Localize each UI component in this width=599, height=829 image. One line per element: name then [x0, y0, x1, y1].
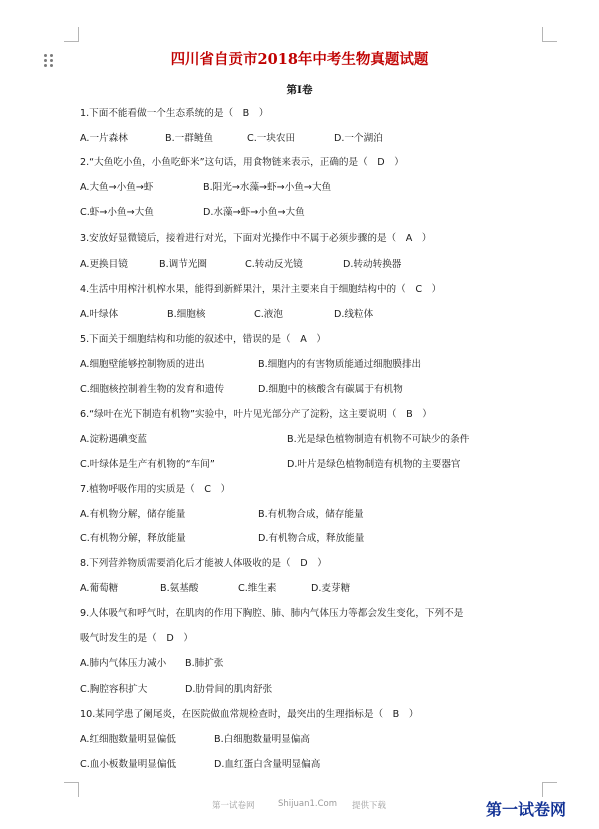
option-d: D.叶片是绿色植物制造有机物的主要器官: [287, 459, 461, 470]
footer-note: 提供下载: [352, 801, 387, 811]
crop-mark-top-left: [64, 27, 79, 42]
option-d: D.水藻→虾→小鱼→大鱼: [203, 207, 305, 218]
question-stem: 10.某同学患了阑尾炎，在医院做血常规检查时，最突出的生理指标是（ B ）: [80, 709, 419, 720]
option-a: A.叶绿体: [80, 309, 119, 320]
option-c: C.叶绿体是生产有机物的“车间”: [80, 459, 215, 470]
option-b: B.细胞核: [167, 309, 206, 320]
option-a: A.淀粉遇碘变蓝: [80, 434, 148, 445]
document-title: 四川省自贡市2018年中考生物真题试题: [170, 51, 429, 68]
option-d: D.线粒体: [334, 309, 374, 320]
option-a: A.更换目镜: [80, 259, 128, 270]
option-d: D.肋骨间的肌肉舒张: [185, 684, 273, 695]
question-stem: 1.下面不能看做一个生态系统的是（ B ）: [80, 108, 269, 119]
question-stem: 7.植物呼吸作用的实质是（ C ）: [80, 484, 231, 495]
option-c: C.细胞核控制着生物的发育和遗传: [80, 384, 225, 395]
option-c: C.液泡: [254, 309, 283, 320]
option-b: B.肺扩张: [185, 658, 224, 669]
option-a: A.有机物分解，储存能量: [80, 509, 186, 520]
question-stem: 5.下面关于细胞结构和功能的叙述中，错误的是（ A ）: [80, 334, 326, 345]
option-b: B.有机物合成，储存能量: [258, 509, 364, 520]
question-stem-continued: 吸气时发生的是（ D ）: [80, 633, 193, 644]
question-stem: 2.“大鱼吃小鱼，小鱼吃虾米”这句话，用食物链来表示，正确的是（ D ）: [80, 157, 404, 168]
option-b: B.氨基酸: [160, 583, 199, 594]
question-stem: 3.安放好显微镜后，接着进行对光，下面对光操作中不属于必须步骤的是（ A ）: [80, 233, 432, 244]
question-stem: 8.下列营养物质需要消化后才能被人体吸收的是（ D ）: [80, 558, 327, 569]
option-c: C.转动反光镜: [245, 259, 303, 270]
option-c: C.胸腔容积扩大: [80, 684, 148, 695]
option-b: B.光是绿色植物制造有机物不可缺少的条件: [287, 434, 470, 445]
footer-site-name: 第一试卷网: [212, 801, 255, 811]
option-d: D.一个湖泊: [334, 133, 383, 144]
option-d: D.血红蛋白含量明显偏高: [214, 759, 321, 770]
question-stem: 6.“绿叶在光下制造有机物”实验中，叶片见光部分产了淀粉，这主要说明（ B ）: [80, 409, 432, 420]
option-c: C.虾→小鱼→大鱼: [80, 207, 154, 218]
option-a: A.细胞壁能够控制物质的进出: [80, 359, 205, 370]
question-stem: 4.生活中用榨汁机榨水果，能得到新鲜果汁，果汁主要来自于细胞结构中的（ C ）: [80, 284, 442, 295]
option-b: B.细胞内的有害物质能通过细胞膜排出: [258, 359, 422, 370]
footer-site-url: Shijuan1.Com: [278, 799, 338, 809]
option-a: A.肺内气体压力减小: [80, 658, 167, 669]
option-b: B.阳光→水藻→虾→小鱼→大鱼: [203, 182, 332, 193]
crop-mark-bottom-left: [64, 782, 79, 797]
watermark-logo: 第一试卷网: [486, 800, 567, 819]
option-d: D.转动转换器: [343, 259, 402, 270]
option-d: D.麦芽糖: [311, 583, 351, 594]
option-d: D.细胞中的核酸含有碳属于有机物: [258, 384, 403, 395]
option-c: C.一块农田: [247, 133, 296, 144]
option-a: A.红细胞数量明显偏低: [80, 734, 176, 745]
section-heading: 第Ⅰ卷: [286, 84, 313, 96]
option-b: B.调节光圈: [159, 259, 208, 270]
option-c: C.血小板数量明显偏低: [80, 759, 177, 770]
option-c: C.有机物分解，释放能量: [80, 533, 186, 544]
question-stem: 9.人体吸气和呼气时，在肌肉的作用下胸腔、肺、肺内气体压力等都会发生变化，下列不是: [80, 608, 464, 619]
crop-mark-bottom-right: [542, 782, 557, 797]
option-b: B.一群鲢鱼: [165, 133, 214, 144]
option-b: B.白细胞数量明显偏高: [214, 734, 310, 745]
option-a: A.一片森林: [80, 133, 128, 144]
option-c: C.维生素: [238, 583, 277, 594]
option-a: A.葡萄糖: [80, 583, 119, 594]
option-d: D.有机物合成，释放能量: [258, 533, 365, 544]
option-a: A.大鱼→小鱼→虾: [80, 182, 154, 193]
crop-mark-top-right: [542, 27, 557, 42]
